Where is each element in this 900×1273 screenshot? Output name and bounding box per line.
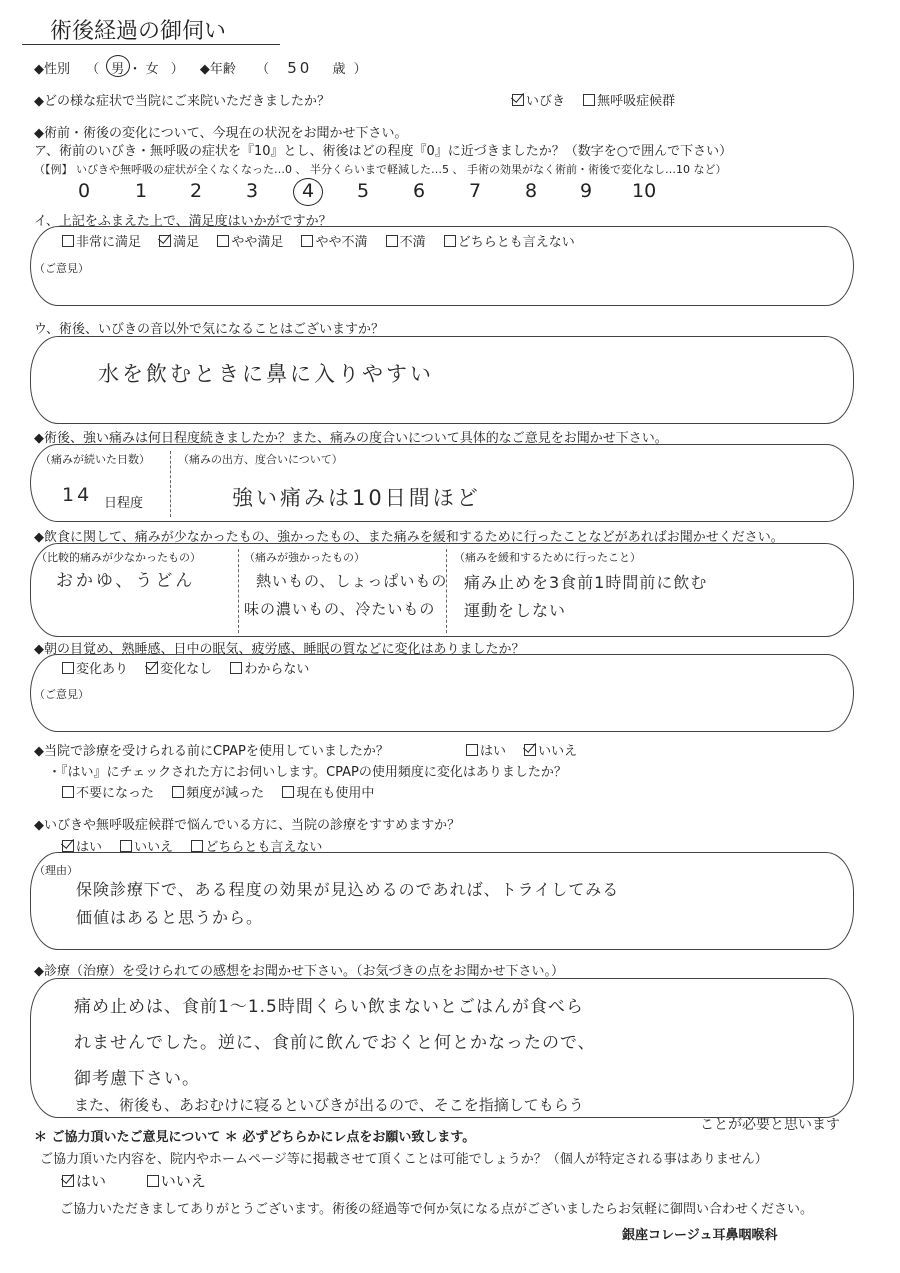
q6-divider-2 [446, 549, 447, 633]
q4-text: ウ、術後、いびきの音以外で気になることはございますか？ [34, 322, 384, 337]
q9-reason-box[interactable] [30, 852, 854, 950]
q9-option-0-label: はい [76, 840, 103, 855]
q6-col2-answer-1[interactable]: 熱いもの、しょっぱいもの [256, 572, 448, 590]
q5-days-label: （痛みが続いた日数） [40, 453, 150, 466]
q7-option-0[interactable] [62, 658, 128, 677]
q1-option-snoring[interactable] [512, 90, 565, 109]
gender-paren-close: ） [170, 62, 184, 77]
clinic-name: 銀座コレージュ耳鼻咽喉科 [622, 1228, 778, 1243]
checkbox-icon [62, 786, 74, 798]
q1-text: ◆どの様な症状で当院にご来院いただきましたか？ [34, 94, 330, 109]
gender-male-circle [106, 55, 130, 77]
checkbox-icon [191, 840, 203, 852]
q7-option-2[interactable] [230, 658, 309, 677]
footer-question: ご協力頂いた内容を、院内やホームページ等に掲載させて頂くことは可能でしょうか？（個人が特定される事はありません） [40, 1152, 768, 1167]
checkbox-icon [217, 235, 229, 247]
q5-days-value[interactable]: 14 [62, 484, 93, 506]
q10-text: ◆診療（治療）を受けられての感想をお聞かせ下さい。（お気づきの点をお聞かせ下さい。） [34, 964, 564, 979]
q3-option-1[interactable] [159, 231, 199, 250]
checkbox-checked-icon [524, 744, 536, 756]
q1-option-snoring-label: いびき [526, 94, 566, 109]
q6-col3-label: （痛みを緩和するために行ったこと） [454, 551, 641, 564]
scale-4[interactable]: 4 [302, 180, 315, 202]
page-title: 術後経過の御伺い [50, 19, 227, 44]
checkbox-icon [62, 235, 74, 247]
q3-option-2-label: やや満足 [231, 235, 284, 250]
q8-sub-option-0[interactable] [62, 782, 154, 801]
scale-2[interactable]: 2 [190, 180, 203, 202]
q3-option-2[interactable] [217, 231, 283, 250]
scale-3[interactable]: 3 [246, 180, 259, 202]
q5-divider [170, 451, 171, 517]
q6-col3-answer-2[interactable]: 運動をしない [464, 601, 567, 620]
q2-sub-a: ア、術前のいびき・無呼吸の症状を『10』とし、術後はどの程度『0』に近づきましたか？（数字を○で囲んで下さい） [34, 144, 733, 159]
q6-col3-answer-1[interactable]: 痛み止めを3食前1時間前に飲む [464, 573, 708, 592]
q3-option-5[interactable] [444, 231, 575, 250]
q8-option-yes-label: はい [480, 744, 507, 759]
q3-option-3-label: やや不満 [315, 235, 368, 250]
checkbox-checked-icon [512, 94, 524, 106]
q1-option-apnea[interactable] [583, 90, 675, 109]
scale-10[interactable]: 10 [632, 180, 657, 202]
q8-sub-option-2-label: 現在も使用中 [296, 786, 375, 801]
q10-line-2: れませんでした。逆に、食前に飲んでおくと何とかなったので、 [74, 1033, 596, 1053]
q7-options [62, 658, 323, 677]
scale-7[interactable]: 7 [469, 180, 482, 202]
q9-reason-line-1: 保険診療下で、ある程度の効果が見込めるのであれば、トライしてみる [76, 880, 620, 899]
age-unit: 歳 [332, 62, 346, 77]
q9-option-1-label: いいえ [134, 840, 174, 855]
scale-0[interactable]: 0 [78, 180, 91, 202]
scale-5[interactable]: 5 [357, 180, 370, 202]
q5-days-unit: 日程度 [104, 496, 144, 511]
checkbox-icon [301, 235, 313, 247]
q6-col2-answer-2[interactable]: 味の濃いもの、冷たいもの [244, 600, 436, 618]
gender-paren-open: （ [86, 62, 100, 77]
q6-col1-label: （比較的痛みが少なかったもの） [36, 551, 201, 564]
q3-option-5-label: どちらとも言えない [457, 235, 575, 250]
q3-text: イ、上記をふまえた上で、満足度はいかがですか？ [34, 214, 332, 229]
age-paren-open: （ [256, 62, 270, 77]
scale-6[interactable]: 6 [413, 180, 426, 202]
title-underline [22, 44, 280, 45]
q7-option-1-label: 変化なし [160, 662, 213, 677]
footer-option-yes-label: はい [76, 1172, 107, 1190]
q8-option-yes[interactable] [466, 740, 506, 759]
scale-4-circle [293, 178, 323, 206]
gender-label: ◆性別 [34, 62, 70, 77]
q5-degree-answer[interactable]: 強い痛みは10日間ほど [232, 486, 481, 510]
footer-option-yes[interactable] [62, 1170, 106, 1191]
age-paren-close: ） [353, 62, 367, 77]
q8-option-no[interactable] [524, 740, 577, 759]
q3-option-1-label: 満足 [173, 235, 200, 250]
q2-example: （【例】 いびきや無呼吸の症状が全くなくなった…0 、 半分くらいまで軽減した…5 、 手術の効果がなく術前・術後で変化なし…10 など） [34, 163, 727, 176]
q2-scale [0, 180, 900, 206]
q9-option-2-label: どちらとも言えない [205, 840, 323, 855]
checkbox-icon [230, 662, 242, 674]
q6-col1-answer[interactable]: おかゆ、うどん [56, 571, 196, 591]
q8-option-no-label: いいえ [538, 744, 578, 759]
q6-text: ◆飲食に関して、痛みが少なかったもの、強かったもの、また痛みを緩和するために行ったことなどがあればお聞かせください。 [34, 530, 784, 545]
scale-9[interactable]: 9 [580, 180, 593, 202]
q10-line-1: 痛め止めは、食前1〜1.5時間くらい飲まないとごはんが食べら [74, 997, 584, 1017]
q1-options [512, 90, 689, 109]
q2-text: ◆術前・術後の変化について、今現在の状況をお聞かせ下さい。 [34, 126, 408, 141]
q8-options [466, 740, 591, 759]
q3-option-0[interactable] [62, 231, 141, 250]
q5-degree-label: （痛みの出方、度合いについて） [178, 453, 343, 466]
checkbox-checked-icon [62, 1175, 74, 1187]
scale-1[interactable]: 1 [135, 180, 148, 202]
q7-option-0-label: 変化あり [76, 662, 129, 677]
q5-text: ◆術後、強い痛みは何日程度続きましたか？また、痛みの度合いについて具体的なご意見をお聞かせ下さい。 [34, 431, 668, 446]
q9-text: ◆いびきや無呼吸症候群で悩んでいる方に、当院の診療をすすめますか？ [34, 818, 461, 833]
checkbox-icon [444, 235, 456, 247]
q8-text: ◆当院で診療を受けられる前にCPAPを使用していましたか？ [34, 744, 389, 759]
checkbox-icon [583, 94, 595, 106]
checkbox-icon [466, 744, 478, 756]
gender-row [34, 58, 367, 77]
gender-separator: ・ [128, 62, 142, 77]
q10-line-3: 御考慮下さい。 [74, 1069, 200, 1089]
checkbox-icon [62, 662, 74, 674]
q3-comment-label: （ご意見） [34, 262, 89, 275]
gender-female-option[interactable]: 女 [145, 62, 159, 77]
q8-sub-option-2[interactable] [282, 782, 374, 801]
footer-option-no-label: いいえ [160, 1172, 206, 1190]
q1-option-apnea-label: 無呼吸症候群 [597, 94, 676, 109]
checkbox-icon [172, 786, 184, 798]
footer-option-no[interactable] [147, 1170, 206, 1191]
checkbox-icon [147, 1175, 159, 1187]
q8-sub-option-0-label: 不要になった [76, 786, 155, 801]
age-value[interactable]: 50 [287, 59, 313, 77]
checkbox-icon [386, 235, 398, 247]
q8-sub-options [62, 782, 388, 801]
q3-option-3[interactable] [301, 231, 367, 250]
q9-reason-label: （理由） [34, 864, 78, 877]
q8-sub-option-1[interactable] [172, 782, 264, 801]
q7-text: ◆朝の目覚め、熟睡感、日中の眠気、疲労感、睡眠の質などに変化はありましたか？ [34, 642, 525, 657]
footer-heading: ＊ ご協力頂いたご意見について ＊ 必ずどちらかにレ点をお願い致します。 [34, 1130, 476, 1145]
checkbox-checked-icon [159, 235, 171, 247]
q7-option-2-label: わからない [244, 662, 310, 677]
q9-reason-line-2: 価値はあると思うから。 [76, 908, 264, 927]
q3-option-4-label: 不満 [399, 235, 426, 250]
gender-male-text: 男 [111, 62, 125, 77]
age-label: ◆年齢 [199, 62, 236, 77]
checkbox-icon [282, 786, 294, 798]
q3-options [62, 231, 589, 250]
gender-male-option[interactable] [111, 58, 124, 77]
checkbox-checked-icon [62, 840, 74, 852]
q6-divider-1 [238, 549, 239, 633]
q7-comment-label: （ご意見） [34, 688, 89, 701]
q3-option-4[interactable] [386, 231, 426, 250]
q10-line-5: ことが必要と思います [700, 1117, 840, 1133]
q8-sub-option-1-label: 頻度が減った [186, 786, 265, 801]
q6-col2-label: （痛みが強かったもの） [244, 551, 365, 564]
q8-sub-text: ・『はい』にチェックされた方にお伺いします。CPAPの使用頻度に変化はありましたか？ [48, 765, 567, 780]
footer-options [62, 1170, 220, 1191]
q10-line-4: また、術後も、あおむけに寝るといびきが出るので、そこを指摘してもらう [74, 1096, 584, 1114]
footer-thanks: ご協力いただきましてありがとうございます。術後の経過等で何か気になる点がございましたらお気軽に御問い合わせください。 [60, 1202, 813, 1217]
checkbox-checked-icon [146, 662, 158, 674]
checkbox-icon [120, 840, 132, 852]
scale-8[interactable]: 8 [525, 180, 538, 202]
q4-answer: 水を飲むときに鼻に入りやすい [98, 362, 434, 386]
q7-option-1[interactable] [146, 658, 212, 677]
q3-option-0-label: 非常に満足 [76, 235, 142, 250]
